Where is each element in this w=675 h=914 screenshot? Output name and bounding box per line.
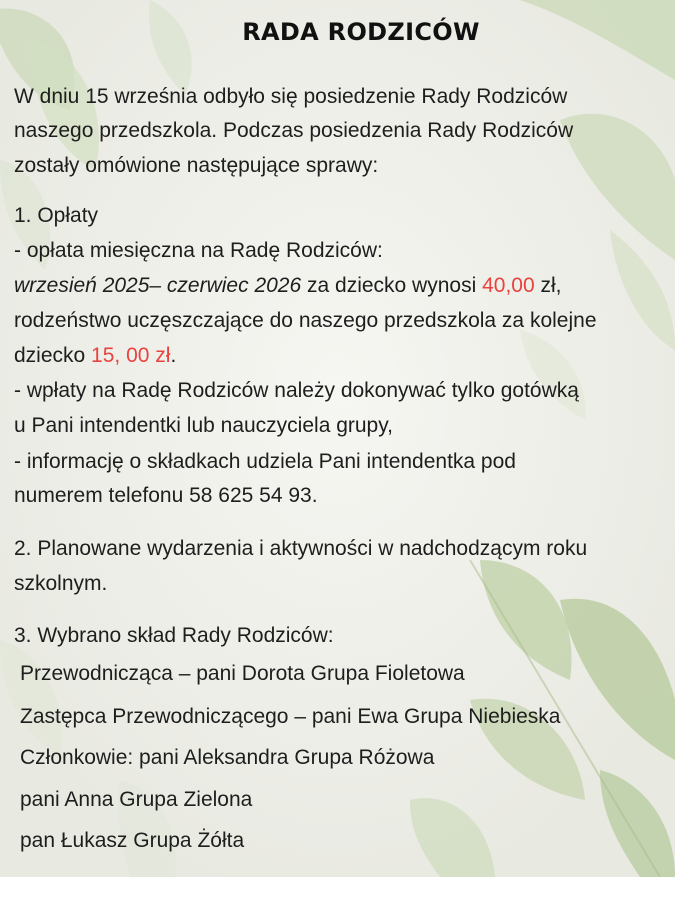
section-3-heading: 3. Wybrano skład Rady Rodziców: [14, 624, 334, 647]
member-line: Przewodnicząca – pani Dorota Grupa Fioletowa [20, 662, 465, 685]
fee-text: za dziecko wynosi [301, 274, 483, 297]
member-line: pani Anna Grupa Zielona [20, 788, 253, 811]
intro-line: W dniu 15 września odbyło się posiedzenie Rady Rodziców [14, 85, 568, 108]
section-2-line: 2. Planowane wydarzenia i aktywności w nadchodzącym roku [14, 537, 588, 560]
sibling-suffix: . [170, 344, 177, 367]
sibling-prefix: dziecko [14, 344, 92, 367]
member-line: Zastępca Przewodniczącego – pani Ewa Grupa Niebieska [20, 705, 561, 728]
intro-line: naszego przedszkola. Podczas posiedzenia Rady Rodziców [14, 119, 574, 142]
info-line: - informację o składkach udziela Pani intendentka pod [14, 450, 516, 473]
intro-line: zostały omówione następujące sprawy: [14, 154, 379, 177]
sibling-amount: 15, 00 zł [91, 344, 171, 367]
section-2-line: szkolnym. [14, 572, 108, 595]
member-line: pan Łukasz Grupa Żółta [20, 829, 245, 852]
payment-line: - wpłaty na Radę Rodziców należy dokonywać tylko gotówką [14, 379, 579, 402]
section-1-heading: 1. Opłaty [14, 204, 99, 227]
fee-period: wrzesień 2025– czerwiec 2026 [14, 274, 302, 297]
payment-line: u Pani intendentki lub nauczyciela grupy, [14, 414, 394, 437]
fee-currency: zł, [534, 274, 562, 297]
sibling-line: rodzeństwo uczęszczające do naszego przedszkola za kolejne [14, 309, 597, 332]
page-title: RADA RODZICÓW [242, 18, 480, 46]
member-line: Członkowie: pani Aleksandra Grupa Różowa [20, 746, 435, 769]
fee-label: - opłata miesięczna na Radę Rodziców: [14, 239, 383, 262]
fee-line [14, 274, 562, 298]
sibling-amount-line [14, 344, 176, 368]
info-line: numerem telefonu 58 625 54 93. [14, 484, 318, 507]
fee-amount: 40,00 [482, 274, 535, 297]
